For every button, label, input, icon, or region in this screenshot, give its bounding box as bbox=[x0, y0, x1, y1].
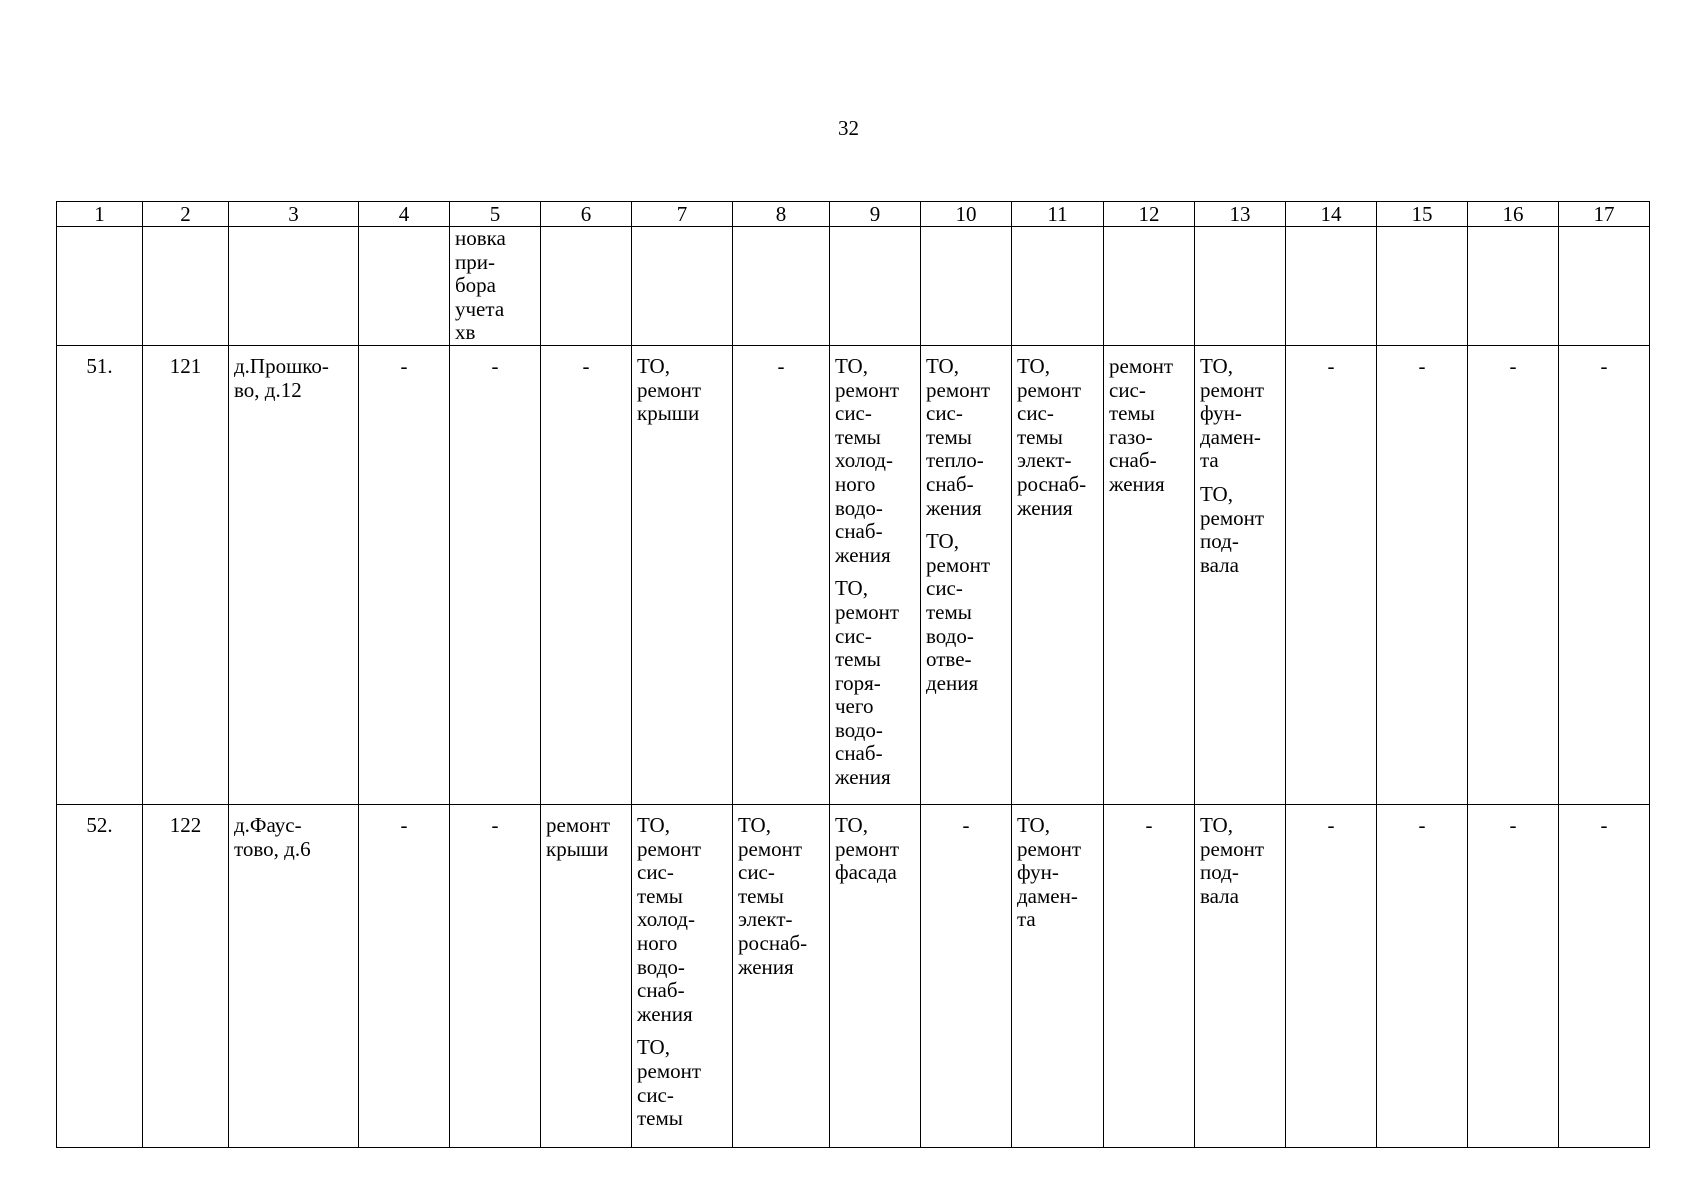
table-cell bbox=[1559, 345, 1650, 804]
cell-text: ТО, ремонт фун- дамен- та bbox=[1017, 812, 1082, 932]
table-cell bbox=[830, 345, 921, 804]
table-row bbox=[57, 345, 1650, 804]
cell-text: 52. bbox=[86, 812, 113, 837]
table-cell bbox=[830, 227, 921, 346]
repair-schedule-table bbox=[56, 201, 1650, 1148]
table-cell bbox=[733, 804, 830, 1147]
table-cell bbox=[1559, 227, 1650, 346]
cell-text: ТО, ремонт под- вала bbox=[1200, 812, 1265, 908]
table-cell bbox=[1104, 804, 1195, 1147]
cell-text: - bbox=[1418, 353, 1426, 378]
column-number-cell: 11 bbox=[1012, 202, 1104, 227]
column-number-cell: 8 bbox=[733, 202, 830, 227]
table-cell bbox=[1195, 345, 1286, 804]
column-number-cell: 15 bbox=[1377, 202, 1468, 227]
table-cell bbox=[1195, 227, 1286, 346]
column-number-cell: 3 bbox=[229, 202, 359, 227]
table-cell bbox=[541, 345, 632, 804]
table-cell bbox=[143, 227, 229, 346]
table-cell bbox=[1377, 227, 1468, 346]
cell-text: - bbox=[1509, 353, 1517, 378]
page-number: 32 bbox=[838, 116, 859, 140]
cell-text: - bbox=[400, 353, 408, 378]
table-cell bbox=[921, 345, 1012, 804]
table-cell bbox=[359, 804, 450, 1147]
cell-text: - bbox=[491, 353, 499, 378]
table-cell bbox=[450, 804, 541, 1147]
cell-text: ТО, ремонт сис- темы холод- ного водо- снаб- жения bbox=[835, 353, 900, 567]
cell-text: ТО, ремонт сис- темы тепло- снаб- жения bbox=[926, 353, 991, 520]
table-cell bbox=[229, 804, 359, 1147]
cell-text: - bbox=[962, 812, 970, 837]
cell-text: - bbox=[1145, 812, 1153, 837]
cell-text: ТО, ремонт фун- дамен- та bbox=[1200, 353, 1265, 473]
column-number-cell: 4 bbox=[359, 202, 450, 227]
table-cell bbox=[632, 345, 733, 804]
cell-text: 122 bbox=[169, 812, 202, 837]
table-cell bbox=[541, 804, 632, 1147]
cell-text: ремонт сис- темы газо- снаб- жения bbox=[1109, 353, 1174, 496]
table-cell bbox=[1012, 345, 1104, 804]
table-cell bbox=[143, 345, 229, 804]
table-cell bbox=[921, 227, 1012, 346]
column-number-cell: 13 bbox=[1195, 202, 1286, 227]
cell-text: ТО, ремонт сис- темы водо- отве- дения bbox=[926, 529, 991, 695]
table-cell bbox=[1468, 227, 1559, 346]
cell-text: - bbox=[1509, 812, 1517, 837]
table-cell bbox=[1286, 345, 1377, 804]
column-number-cell: 14 bbox=[1286, 202, 1377, 227]
table-cell bbox=[359, 227, 450, 346]
table-cell bbox=[632, 227, 733, 346]
table-body bbox=[57, 202, 1650, 1148]
table-cell bbox=[1104, 345, 1195, 804]
cell-text: - bbox=[1418, 812, 1426, 837]
table-cell bbox=[1012, 227, 1104, 346]
cell-text: - bbox=[400, 812, 408, 837]
cell-text: - bbox=[582, 353, 590, 378]
column-number-cell: 5 bbox=[450, 202, 541, 227]
column-number-cell: 12 bbox=[1104, 202, 1195, 227]
cell-text: - bbox=[1600, 812, 1608, 837]
cell-text: ТО, ремонт сис- темы горя- чего водо- снаб- жения bbox=[835, 576, 900, 790]
cell-text: новка при- бора учета хв bbox=[455, 226, 506, 345]
table-cell bbox=[57, 345, 143, 804]
table-cell bbox=[1286, 227, 1377, 346]
table-cell bbox=[143, 804, 229, 1147]
cell-text: - bbox=[491, 812, 499, 837]
table-cell bbox=[541, 227, 632, 346]
cell-text: 51. bbox=[86, 353, 113, 378]
cell-text: ТО, ремонт сис- темы холод- ного водо- снаб- жения bbox=[637, 812, 702, 1026]
table-cell bbox=[450, 227, 541, 346]
table-cell bbox=[1195, 804, 1286, 1147]
table-cell bbox=[830, 804, 921, 1147]
cell-text: - bbox=[1600, 353, 1608, 378]
table-cell bbox=[359, 345, 450, 804]
table-cell bbox=[1012, 804, 1104, 1147]
column-number-cell: 2 bbox=[143, 202, 229, 227]
table-cell bbox=[57, 804, 143, 1147]
table-cell bbox=[1468, 345, 1559, 804]
column-number-cell: 1 bbox=[57, 202, 143, 227]
table-cell bbox=[450, 345, 541, 804]
cell-text: - bbox=[1327, 812, 1335, 837]
cell-text: 121 bbox=[169, 353, 202, 378]
column-number-cell: 16 bbox=[1468, 202, 1559, 227]
cell-text: ТО, ремонт фасада bbox=[835, 812, 900, 885]
table-cell bbox=[733, 345, 830, 804]
column-number-cell: 17 bbox=[1559, 202, 1650, 227]
table-cell bbox=[1468, 804, 1559, 1147]
cell-text: ТО, ремонт сис- темы элект- роснаб- жения bbox=[1017, 353, 1087, 520]
column-number-cell: 9 bbox=[830, 202, 921, 227]
cell-text: ТО, ремонт крыши bbox=[637, 353, 702, 426]
cell-text: д.Фаус- тово, д.6 bbox=[234, 812, 311, 861]
table-cell bbox=[1377, 804, 1468, 1147]
table-cell bbox=[1377, 345, 1468, 804]
column-number-cell: 6 bbox=[541, 202, 632, 227]
table-cell bbox=[1559, 804, 1650, 1147]
table-cell bbox=[57, 227, 143, 346]
column-number-cell: 10 bbox=[921, 202, 1012, 227]
table-cell bbox=[733, 227, 830, 346]
table-cell bbox=[229, 345, 359, 804]
cell-text: ТО, ремонт сис- темы bbox=[637, 1035, 702, 1131]
table-row bbox=[57, 227, 1650, 346]
table-cell bbox=[1104, 227, 1195, 346]
cell-text: ТО, ремонт сис- темы элект- роснаб- жения bbox=[738, 812, 808, 979]
cell-text: ТО, ремонт под- вала bbox=[1200, 481, 1265, 577]
table-cell bbox=[921, 804, 1012, 1147]
cell-text: - bbox=[777, 353, 785, 378]
column-number-cell: 7 bbox=[632, 202, 733, 227]
cell-text: - bbox=[1327, 353, 1335, 378]
table-cell bbox=[1286, 804, 1377, 1147]
table-row bbox=[57, 804, 1650, 1147]
cell-text: д.Прошко- во, д.12 bbox=[234, 353, 329, 402]
table-cell bbox=[229, 227, 359, 346]
table-cell bbox=[632, 804, 733, 1147]
cell-text: ремонт крыши bbox=[546, 812, 611, 861]
column-number-row bbox=[57, 202, 1650, 227]
